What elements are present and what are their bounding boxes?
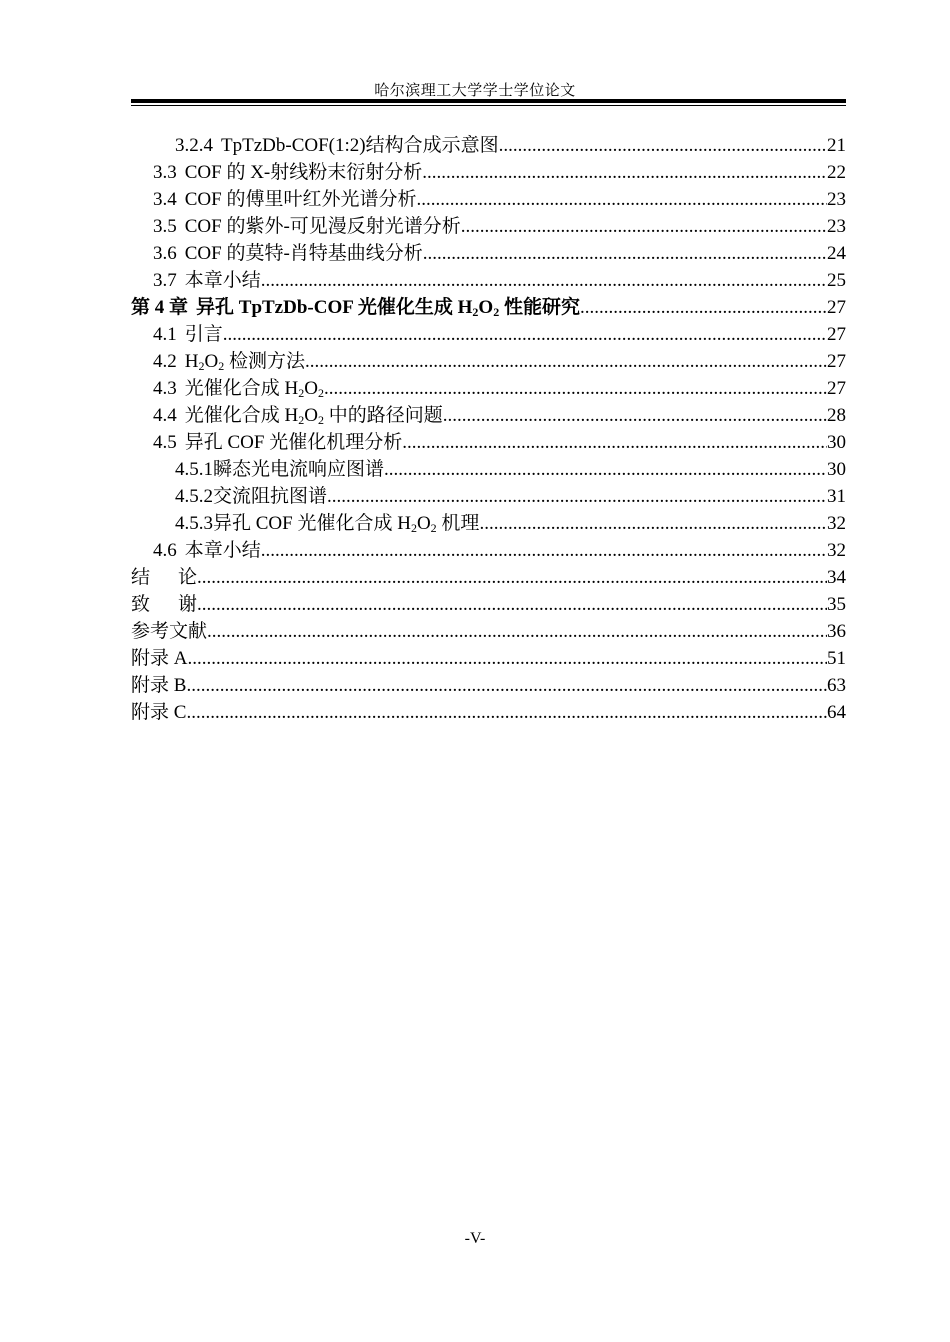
page-number-footer: -V- <box>464 1230 486 1247</box>
toc-entry-4-5-1[interactable] <box>131 456 846 483</box>
toc-page-number: 63 <box>827 675 846 696</box>
toc-page-number: 51 <box>827 648 846 669</box>
header-rule-thin <box>131 105 846 106</box>
toc-page-number: 32 <box>827 540 846 561</box>
toc-entry-title: 3.2.4 TpTzDb-COF(1:2)结构合成示意图 <box>175 135 499 156</box>
toc-page-number: 64 <box>827 702 846 723</box>
toc-dot-leader <box>443 402 827 429</box>
toc-dot-leader <box>422 159 827 186</box>
toc-dot-leader <box>305 348 827 375</box>
toc-page-number: 34 <box>827 567 846 588</box>
toc-page-number: 35 <box>827 594 846 615</box>
toc-dot-leader <box>197 591 827 618</box>
toc-page-number: 27 <box>827 378 846 399</box>
toc-page-number: 31 <box>827 486 846 507</box>
toc-entry-appendix-c[interactable] <box>131 699 846 726</box>
toc-entry-4-1[interactable] <box>131 321 846 348</box>
toc-dot-leader <box>261 537 827 564</box>
toc-entry-title: 3.6 COF 的莫特-肖特基曲线分析 <box>153 243 423 264</box>
toc-page-number: 22 <box>827 162 846 183</box>
toc-dot-leader <box>327 483 827 510</box>
header-rule-thick <box>131 99 846 103</box>
toc-entry-title: 附录 B <box>131 675 187 696</box>
toc-dot-leader <box>261 267 827 294</box>
toc-entry-acknowledgements[interactable] <box>131 591 846 618</box>
toc-entry-title: 第 4 章 异孔 TpTzDb-COF 光催化生成 $H_2O_2$ 性能研究 <box>131 297 580 319</box>
toc-dot-leader <box>416 186 827 213</box>
toc-page-number: 23 <box>827 189 846 210</box>
toc-entry-3-6[interactable] <box>131 240 846 267</box>
toc-dot-leader <box>186 699 827 726</box>
toc-entry-references[interactable] <box>131 618 846 645</box>
toc-page-number: 24 <box>827 243 846 264</box>
toc-entry-4-4[interactable] <box>131 402 846 429</box>
toc-entry-4-2[interactable] <box>131 348 846 375</box>
toc-page-number: 25 <box>827 270 846 291</box>
toc-entry-3-7[interactable] <box>131 267 846 294</box>
toc-entry-title: 4.3 光催化合成 $H_2O_2$ <box>153 378 324 400</box>
toc-entry-3-2-4[interactable] <box>131 132 846 159</box>
toc-entry-4-5-3[interactable] <box>131 510 846 537</box>
toc-dot-leader <box>423 240 827 267</box>
toc-dot-leader <box>324 375 827 402</box>
toc-entry-3-4[interactable] <box>131 186 846 213</box>
toc-entry-4-3[interactable] <box>131 375 846 402</box>
toc-entry-title: 致 谢 <box>131 594 198 615</box>
toc-page-number: 27 <box>827 324 846 345</box>
toc-entry-title: 附录 A <box>131 648 188 669</box>
toc-entry-title: 3.3 COF 的 X-射线粉末衍射分析 <box>153 162 423 183</box>
toc-entry-title: 4.1 引言 <box>153 324 223 345</box>
toc-entry-title: 4.5.1瞬态光电流响应图谱 <box>175 459 385 480</box>
toc-entry-title: 4.5.2交流阻抗图谱 <box>175 486 328 507</box>
toc-page-number: 21 <box>827 135 846 156</box>
toc-page-number: 27 <box>827 351 846 372</box>
toc-entry-title: 3.7 本章小结 <box>153 270 261 291</box>
toc-page-number: 23 <box>827 216 846 237</box>
toc-dot-leader <box>461 213 827 240</box>
toc-entry-title: 4.4 光催化合成 $H_2O_2$ 中的路径问题 <box>153 405 443 427</box>
toc-entry-title: 3.4 COF 的傅里叶红外光谱分析 <box>153 189 417 210</box>
toc-entry-title: 3.5 COF 的紫外-可见漫反射光谱分析 <box>153 216 461 237</box>
toc-dot-leader <box>580 294 827 321</box>
toc-entry-title: 4.5 异孔 COF 光催化机理分析 <box>153 432 403 453</box>
toc-page-number: 28 <box>827 405 846 426</box>
toc-entry-3-5[interactable] <box>131 213 846 240</box>
toc-entry-4-5-2[interactable] <box>131 483 846 510</box>
toc-entry-title: 4.5.3异孔 COF 光催化合成 $H_2O_2$ 机理 <box>175 513 480 535</box>
toc-dot-leader <box>207 618 827 645</box>
toc-dot-leader <box>479 510 827 537</box>
toc-dot-leader <box>402 429 827 456</box>
toc-entry-3-3[interactable] <box>131 159 846 186</box>
toc-entry-chapter-4[interactable] <box>131 294 846 321</box>
toc-entry-title: 参考文献 <box>131 621 208 642</box>
toc-entry-title: 附录 C <box>131 702 187 723</box>
toc-entry-4-6[interactable] <box>131 537 846 564</box>
toc-entry-4-5[interactable] <box>131 429 846 456</box>
toc-page-number: 27 <box>827 297 846 318</box>
toc-dot-leader <box>499 132 827 159</box>
running-header-title: 哈尔滨理工大学学士学位论文 <box>374 83 576 99</box>
toc-dot-leader <box>186 672 827 699</box>
toc-page-number: 32 <box>827 513 846 534</box>
toc-page-number: 36 <box>827 621 846 642</box>
toc-dot-leader <box>223 321 827 348</box>
toc-entry-title: 结 论 <box>131 567 198 588</box>
toc-entry-conclusion[interactable] <box>131 564 846 591</box>
toc-dot-leader <box>187 645 827 672</box>
table-of-contents <box>131 132 846 726</box>
toc-dot-leader <box>384 456 827 483</box>
toc-entry-appendix-b[interactable] <box>131 672 846 699</box>
toc-page-number: 30 <box>827 459 846 480</box>
toc-entry-title: 4.2 $H_2O_2$ 检测方法 <box>153 351 305 373</box>
toc-dot-leader <box>197 564 827 591</box>
toc-page-number: 30 <box>827 432 846 453</box>
toc-entry-title: 4.6 本章小结 <box>153 540 261 561</box>
toc-entry-appendix-a[interactable] <box>131 645 846 672</box>
